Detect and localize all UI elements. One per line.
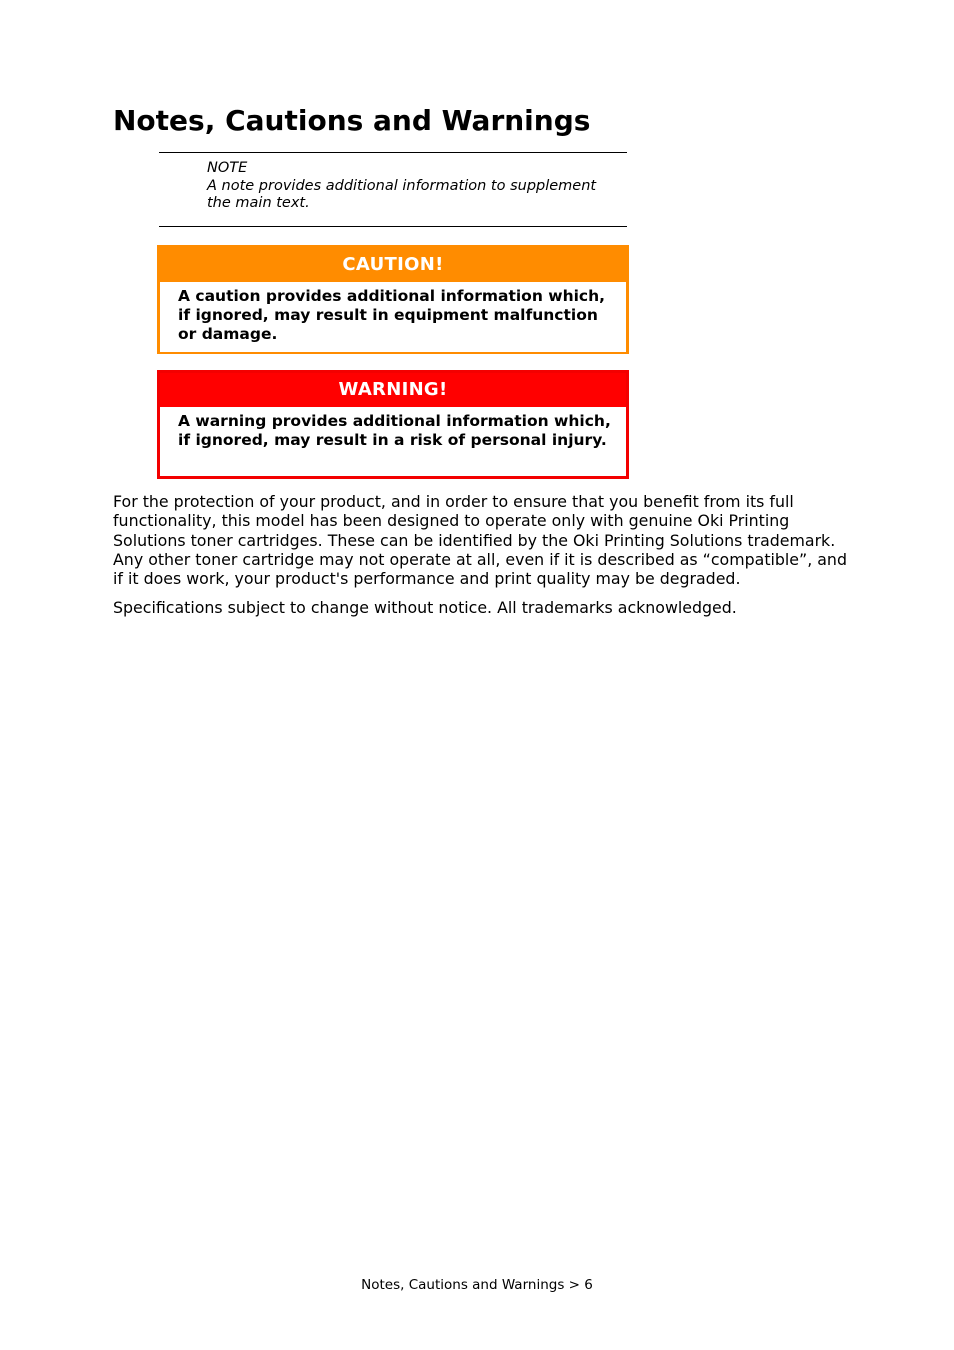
body-paragraph-toner: For the protection of your product, and in order to ensure that you benefit from its full functionality, this model has been designed to operate only with genuine Oki Printing Solutions toner cartridges. These can be identified by the Oki Printing Solutions trademark. Any other toner cartridge may not operate at all, even if it is described as “compatible”, and if it does work, your product's performance and print quality may be degraded. — [113, 492, 847, 589]
warning-header: WARNING! — [160, 373, 626, 407]
page-title: Notes, Cautions and Warnings — [113, 104, 591, 137]
warning-box — [157, 370, 629, 479]
caution-text: A caution provides additional information which, if ignored, may result in equipment malfunction or damage. — [160, 282, 626, 352]
note-text: A note provides additional information to supplement the main text. — [207, 177, 597, 211]
warning-text: A warning provides additional information which, if ignored, may result in a risk of personal injury. — [160, 407, 626, 457]
note-content — [207, 160, 617, 213]
caution-header: CAUTION! — [160, 248, 626, 282]
note-label: NOTE — [207, 160, 248, 176]
body-paragraph-specifications: Specifications subject to change without notice. All trademarks acknowledged. — [113, 598, 737, 617]
page-footer: Notes, Cautions and Warnings > 6 — [361, 1277, 593, 1293]
caution-box — [157, 245, 629, 354]
note-block — [159, 152, 627, 227]
